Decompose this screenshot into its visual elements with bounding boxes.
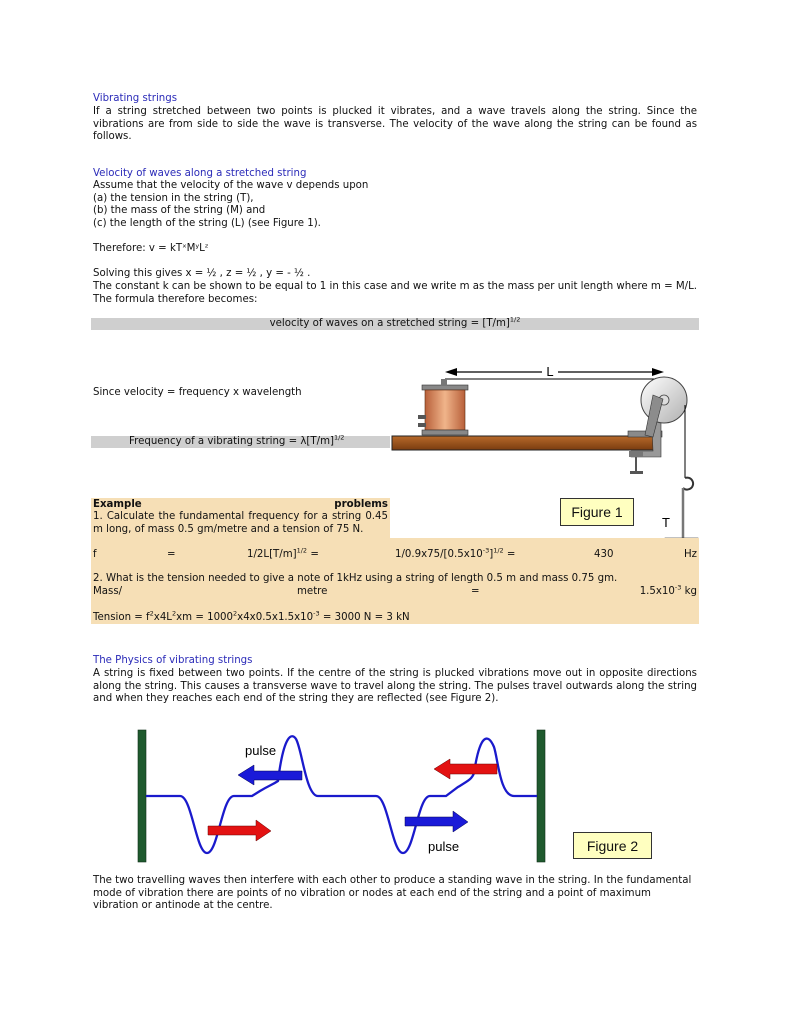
tension-d: x4x0.5x1.5x10 [237, 612, 314, 623]
figure1-sonometer-diagram [385, 355, 705, 550]
example-box-top [91, 498, 390, 538]
since-velocity-text: Since velocity = frequency x wavelength [93, 387, 302, 398]
tension-c: xm = 1000 [176, 612, 234, 623]
heading-vibrating-strings: Vibrating strings [93, 93, 178, 104]
figure1-label: Figure 1 [560, 498, 634, 526]
physics-paragraph: A string is fixed between two points. If the centre of the string is plucked vibrations move out in opposite directions along the string. This causes a transverse wave to travel along the string. The pulses travel outwards along the string and when they reaches each end of the string they are reflected (see Figure 2). [93, 668, 697, 705]
p1-f: f [93, 549, 97, 560]
p2-mass: Mass/ [93, 586, 123, 597]
constant-paragraph: The constant k can be shown to be equal to 1 in this case and we write m as the mass per unit length where m = M/L. The formula therefore becomes: [93, 281, 697, 305]
p2-mass-unit: kg [681, 586, 697, 597]
formula-exponent: 1/2 [509, 315, 521, 324]
p2-mass-base: 1.5x10 [639, 586, 675, 597]
p2-mass-value [639, 583, 697, 597]
tension-e: = 3000 N = 3 kN [319, 612, 410, 623]
formula-bar [91, 315, 699, 330]
figure2-label: Figure 2 [573, 832, 652, 859]
frequency-exponent: 1/2 [333, 433, 345, 442]
heading-velocity-of-waves: Velocity of waves along a stretched string [93, 168, 307, 179]
p1-formula-base: 1/2L[T/m] [247, 549, 297, 560]
example-box-bottom [91, 538, 699, 624]
p1-sub-d: 1/2 [493, 546, 504, 555]
assumption-line: (c) the length of the string (L) (see Figure 1). [93, 217, 321, 229]
p1-result: 430 [594, 549, 614, 560]
red-arrow-left [434, 759, 497, 779]
tension-a: Tension = f [93, 612, 150, 623]
p1-equals: = [167, 549, 176, 560]
left-fixed-end [138, 730, 146, 862]
heading-physics-of-vibrating-strings: The Physics of vibrating strings [93, 655, 253, 666]
tension-d-sup: -3 [313, 609, 320, 618]
problem-2-text: 2. What is the tension needed to give a note of 1kHz using a string of length 0.5 m and mass 0.75 gm. [93, 573, 618, 584]
tension-c-sup: 2 [233, 609, 238, 618]
solving-line: Solving this gives x = ½ , z = ½ , y = - ½ . [93, 268, 311, 279]
blue-arrow-left [238, 765, 302, 785]
tension-label: T [662, 515, 670, 530]
tension-b: x4L [153, 612, 172, 623]
p1-sub-b: -3 [482, 546, 490, 555]
problem-1-text: 1. Calculate the fundamental frequency for a string 0.45 m long, of mass 0.5 gm/metre and a tension of 75 N. [93, 511, 388, 535]
assumption-line: (a) the tension in the string (T), [93, 192, 254, 204]
length-label: L [546, 364, 554, 379]
frequency-bar [91, 433, 390, 448]
p1-sub-c: ] [489, 549, 494, 560]
example-heading [91, 498, 390, 511]
pulse-label-top: pulse [245, 743, 277, 758]
therefore-equation: Therefore: v = kTˣMʸLᶻ [93, 243, 209, 254]
example-heading-left: Example [93, 499, 142, 510]
assumption-line: (b) the mass of the string (M) and [93, 205, 266, 217]
tension-calculation [93, 609, 410, 623]
p1-formula-tail: = [307, 549, 319, 560]
p2-equals: = [471, 586, 480, 597]
formula-text: velocity of waves on a stretched string = [T/m] [269, 318, 510, 329]
p2-mass-sup: -3 [674, 583, 682, 592]
assumption-list [93, 180, 697, 230]
intro-paragraph: If a string stretched between two points is plucked it vibrates, and a wave travels along the string. Since the vibrations are from side to side the wave is transverse. The velocity of the wave along the string can be found as follows. [93, 106, 697, 143]
figure2-pulses-diagram [130, 725, 560, 865]
string-wave [146, 736, 537, 853]
example-heading-right: problems [334, 499, 388, 510]
p1-unit: Hz [683, 549, 697, 560]
p1-formula [247, 546, 319, 560]
frequency-text: Frequency of a vibrating string = λ[T/m] [129, 436, 334, 447]
closing-paragraph: The two travelling waves then interfere with each other to produce a standing wave in the string. In the fundamental mode of vibration there are points of no vibration or nodes at each end of the string and a point of maximum vibration or antinode at the centre. [93, 875, 692, 912]
right-fixed-end [537, 730, 545, 862]
pulse-label-bottom: pulse [428, 839, 460, 854]
p2-metre: metre [297, 586, 328, 597]
tension-a-sup: 2 [149, 609, 154, 618]
assumption-line: Assume that the velocity of the wave v depends upon [93, 180, 369, 191]
p1-sub-e: = [503, 549, 516, 560]
p1-substitution [395, 546, 516, 560]
p1-sub-a: 1/0.9x75/[0.5x10 [395, 549, 483, 560]
p1-formula-sup: 1/2 [296, 546, 308, 555]
tension-b-sup: 2 [171, 609, 177, 618]
